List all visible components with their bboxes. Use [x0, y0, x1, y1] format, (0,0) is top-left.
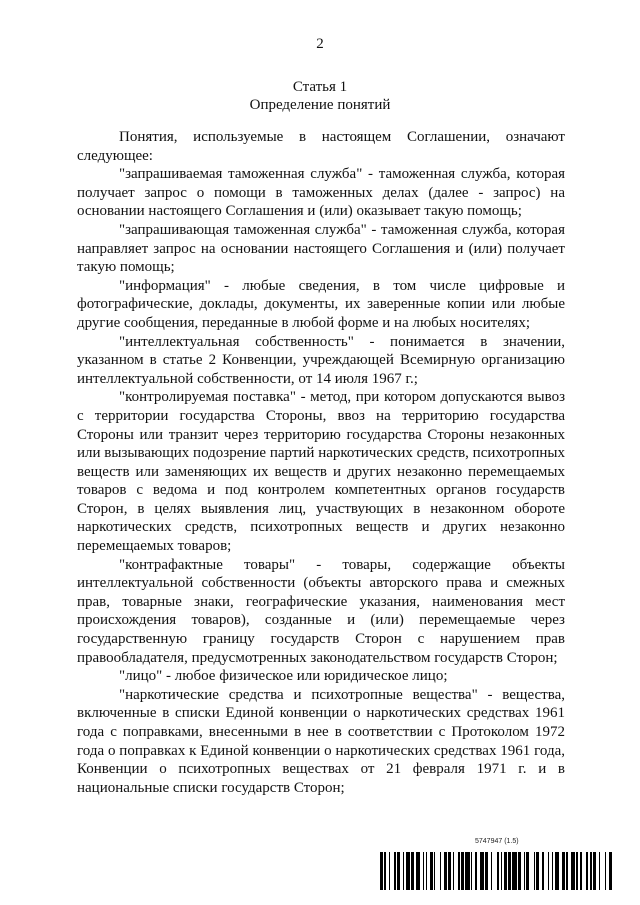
barcode-caption: 5747947 (1.5): [475, 838, 519, 845]
paragraph: "контрафактные товары" - товары, содержащие объекты интеллектуальной собственности (объекты авторского права и смежных прав, товарные знаки, географические указания, наименования мест происхождения товаров), созданные и (или) перемещаемые через государственную границу государств Сторон с нарушением прав правообладателя, предусмотренных законодательством государств Сторон;: [77, 556, 565, 666]
paragraph: "информация" - любые сведения, в том числе цифровые и фотографические, доклады, документы, их заверенные копии или любые другие сообщения, переданные в любой форме и на любых носителях;: [77, 277, 565, 331]
paragraph: "контролируемая поставка" - метод, при котором допускаются вывоз с территории государства Стороны, ввоз на территорию государства Стороны или транзит через территорию государства Стороны незаконных или вызывающих подозрение партий наркотических средств, психотропных веществ или заменяющих их веществ и других незаконно перемещаемых товаров с ведома и под контролем компетентных органов государств Сторон, в целях выявления лиц, участвующих в незаконном обороте наркотических средств, психотропных веществ и других незаконно перемещаемых товаров;: [77, 389, 565, 555]
barcode: [380, 852, 614, 890]
paragraph: "наркотические средства и психотропные вещества" - вещества, включенные в списки Единой конвенции о наркотических средствах 1961 года с поправками, внесенными в нее в соответствии с Протоколом 1972 года о поправках к Единой конвенции о наркотических средствах 1961 года, Конвенции о психотропных веществах от 21 февраля 1971 г. и в национальные списки государств Сторон;: [77, 686, 565, 796]
paragraph: "интеллектуальная собственность" - понимается в значении, указанном в статье 2 Конвенции, учреждающей Всемирную организацию интеллектуальной собственности, от 14 июля 1967 г.;: [77, 333, 565, 387]
article-title: Определение понятий: [249, 97, 391, 113]
article-number: Статья 1: [292, 79, 348, 95]
barcode-gap: [612, 852, 613, 890]
paragraph: "запрашивающая таможенная служба" - таможенная служба, которая направляет запрос на основании настоящего Соглашения и (или) получает такую помощь;: [77, 221, 565, 276]
paragraph: Понятия, используемые в настоящем Соглашении, означают следующее:: [77, 129, 565, 164]
document-body: [77, 128, 565, 797]
paragraph: "запрашиваемая таможенная служба" - таможенная служба, которая получает запрос о помощи в таможенных делах (далее - запрос) на основании настоящего Соглашения и (или) оказывает такую помощь;: [77, 166, 565, 220]
article-header: [0, 78, 640, 114]
page-number: 2: [316, 36, 324, 52]
paragraph: "лицо" - любое физическое или юридическое лицо;: [119, 668, 448, 685]
barcode-block: [380, 838, 614, 894]
